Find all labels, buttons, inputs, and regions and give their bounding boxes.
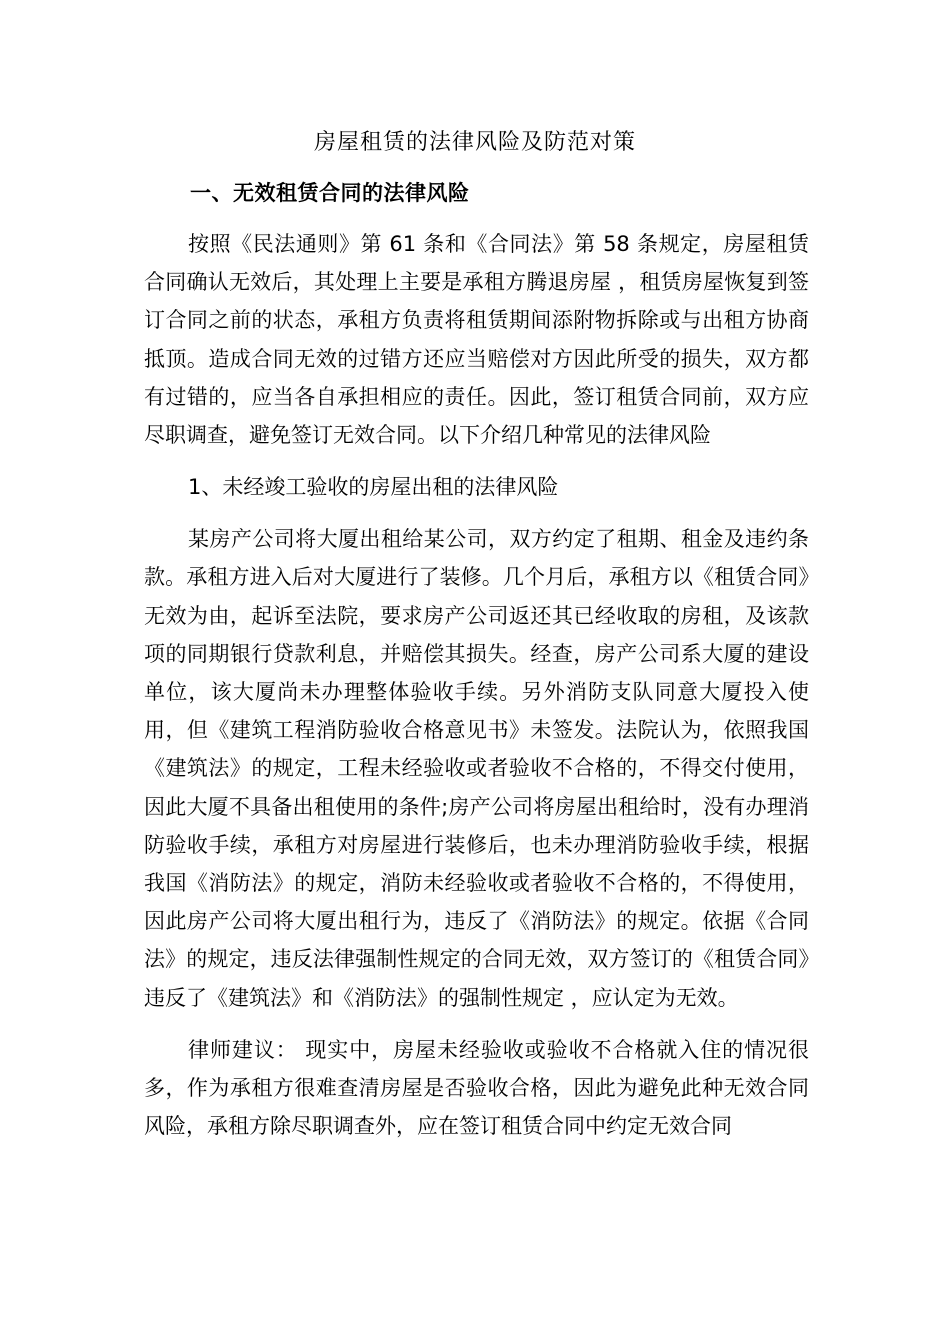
subsection-heading-unaccepted-building: 1、未经竣工验收的房屋出租的法律风险	[188, 475, 559, 500]
section-heading-invalid-lease: 一、无效租赁合同的法律风险	[190, 181, 470, 205]
intro-paragraph: 按照《民法通则》第 61 条和《合同法》第 58 条规定，房屋租赁合同确认无效后，其处理上主要是承租方腾退房屋 ，租赁房屋恢复到签订合同之前的状态，承租方负责将租赁期间添附物拆除或与出租方协商抵顶。造成合同无效的过错方还应当赔偿对方因此所受的损失，双方都有过错的，应当各自承担相应的责任。因此，签订租赁合同前，双方应尽职调查，避免签订无效合同。以下介绍几种常见的法律风险	[144, 232, 809, 448]
lawyer-advice-paragraph: 律师建议： 现实中，房屋未经验收或验收不合格就入住的情况很多，作为承租方很难查清房屋是否验收合格，因此为避免此种无效合同风险，承租方除尽职调查外，应在签订租赁合同中约定无效合同	[144, 1037, 809, 1139]
case-paragraph: 某房产公司将大厦出租给某公司，双方约定了租期、租金及违约条款。承租方进入后对大厦进行了装修。几个月后，承租方以《租赁合同》无效为由，起诉至法院，要求房产公司返还其已经收取的房租，及该款项的同期银行贷款利息，并赔偿其损失。经查，房产公司系大厦的建设单位，该大厦尚未办理整体验收手续。另外消防支队同意大厦投入使用，但《建筑工程消防验收合格意见书》未签发。法院认为，依照我国《建筑法》的规定，工程未经验收或者验收不合格的，不得交付使用，因此大厦不具备出租使用的条件;房产公司将房屋出租给时，没有办理消防验收手续，承租方对房屋进行装修后，也未办理消防验收手续，根据我国《消防法》的规定，消防未经验收或者验收不合格的，不得使用，因此房产公司将大厦出租行为，违反了《消防法》的规定。依据《合同法》的规定，违反法律强制性规定的合同无效，双方签订的《租赁合同》违反了《建筑法》和《消防法》的强制性规定 ，应认定为无效。	[144, 527, 809, 1010]
document-body	[144, 225, 809, 1145]
document-title: 房屋租赁的法律风险及防范对策	[313, 130, 636, 155]
